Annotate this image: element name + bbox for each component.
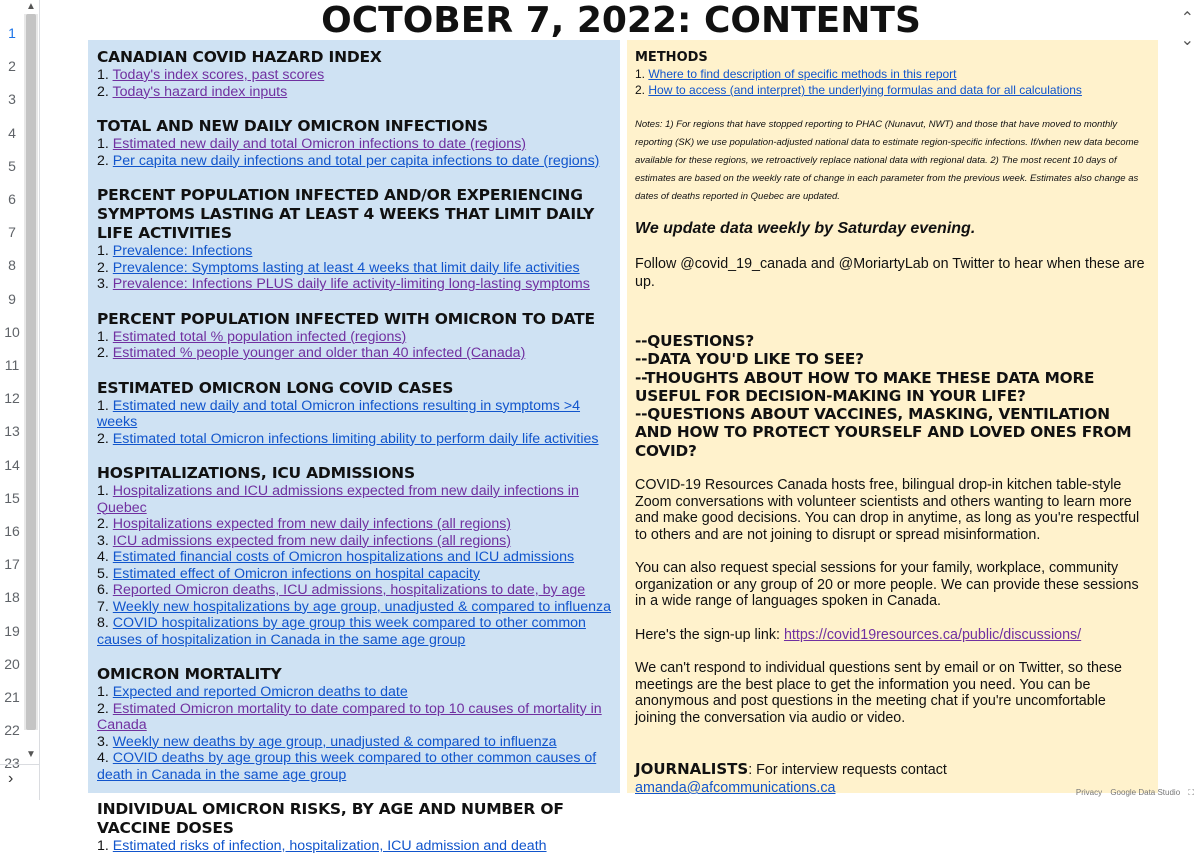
contents-item — [97, 701, 611, 734]
item-number: 2. — [97, 516, 109, 532]
contents-link[interactable]: Hospitalizations and ICU admissions expected from new daily infections in Quebec — [97, 483, 579, 516]
contents-link[interactable]: Weekly new deaths by age group, unadjusted & compared to influenza — [113, 734, 557, 750]
contents-item — [97, 566, 611, 583]
row-number[interactable]: 18 — [0, 589, 24, 605]
contents-item — [97, 329, 611, 346]
right-side-strip — [1162, 0, 1200, 800]
contents-link[interactable]: Prevalence: Infections PLUS daily life activity-limiting long-lasting symptoms — [113, 276, 590, 292]
contents-link[interactable]: Estimated total Omicron infections limiting ability to perform daily life activities — [113, 431, 599, 447]
question-line: --QUESTIONS ABOUT VACCINES, MASKING, VENTILATION AND HOW TO PROTECT YOURSELF AND LOVED ONES FROM COVID? — [635, 405, 1150, 460]
journalists-text: : For interview requests contact — [748, 762, 947, 778]
item-number: 4. — [97, 549, 109, 565]
scroll-down-arrow-icon[interactable]: ▼ — [25, 748, 37, 762]
item-number: 1. — [97, 684, 109, 700]
item-number: 8. — [97, 615, 109, 631]
row-number[interactable]: 19 — [0, 623, 24, 639]
contents-item — [97, 599, 611, 616]
special-sessions-paragraph: You can also request special sessions for your family, workplace, community organization or any group of 20 or more people. We can provide these sessions in a wide range of languages spoken in Canada. — [635, 560, 1150, 610]
gutter-divider — [0, 764, 40, 765]
item-number: 1. — [97, 329, 109, 345]
contents-link[interactable]: COVID hospitalizations by age group this week compared to other common causes of hospitalization in Canada in the same age group — [97, 615, 586, 648]
section-heading: ESTIMATED OMICRON LONG COVID CASES — [97, 379, 611, 398]
item-number: 2. — [635, 83, 645, 97]
contents-item — [97, 750, 611, 783]
contents-item — [97, 615, 611, 648]
contents-link[interactable]: Estimated financial costs of Omicron hospitalizations and ICU admissions — [113, 549, 574, 565]
contents-section — [97, 379, 611, 448]
methods-link-2[interactable]: How to access (and interpret) the underlying formulas and data for all calculations — [648, 83, 1082, 97]
contents-item — [97, 516, 611, 533]
item-number: 3. — [97, 276, 109, 292]
row-number[interactable]: 23 — [0, 755, 24, 771]
questions-block — [635, 332, 1150, 460]
row-number[interactable]: 12 — [0, 390, 24, 406]
page-title: OCTOBER 7, 2022: CONTENTS — [84, 0, 1158, 40]
signup-link[interactable]: https://covid19resources.ca/public/discussions/ — [784, 627, 1081, 643]
methods-item — [635, 82, 1150, 98]
contents-item — [97, 582, 611, 599]
contents-section — [97, 464, 611, 648]
methods-item — [635, 66, 1150, 82]
contents-item — [97, 684, 611, 701]
scroll-up-arrow-icon[interactable]: ▲ — [25, 0, 37, 14]
methods-link-1[interactable]: Where to find description of specific methods in this report — [648, 67, 956, 81]
item-number: 4. — [97, 750, 109, 766]
item-number: 5. — [97, 566, 109, 582]
contents-item — [97, 549, 611, 566]
contents-link[interactable]: Estimated risks of infection, hospitalization, ICU admission and death — [113, 838, 547, 854]
update-schedule: We update data weekly by Saturday evening. — [635, 219, 1150, 239]
item-number: 7. — [97, 599, 109, 615]
privacy-link[interactable]: Privacy — [1076, 788, 1102, 797]
expand-view-icon[interactable]: ⛶ — [1188, 788, 1194, 797]
contents-item — [97, 276, 611, 293]
contents-link[interactable]: Per capita new daily infections and total per capita infections to date (regions) — [113, 153, 600, 169]
item-number: 2. — [97, 431, 109, 447]
signup-label: Here's the sign-up link: — [635, 627, 784, 643]
contents-section — [97, 186, 611, 293]
question-line: --QUESTIONS? — [635, 332, 1150, 350]
section-heading: INDIVIDUAL OMICRON RISKS, BY AGE AND NUMBER OF VACCINE DOSES — [97, 800, 611, 838]
contents-link[interactable]: Hospitalizations expected from new daily infections (all regions) — [113, 516, 511, 532]
row-number[interactable]: 9 — [0, 291, 24, 307]
row-number[interactable]: 2 — [0, 58, 24, 74]
item-number: 1. — [635, 67, 645, 81]
contents-section — [97, 310, 611, 362]
row-number[interactable]: 21 — [0, 689, 24, 705]
signup-line — [635, 627, 1150, 644]
contents-item — [97, 84, 611, 101]
contents-link[interactable]: Estimated new daily and total Omicron infections to date (regions) — [113, 136, 526, 152]
contents-section — [97, 800, 611, 855]
page-down-icon[interactable]: ⌄ — [1181, 30, 1194, 50]
journalists-email-link[interactable]: amanda@afcommunications.ca — [635, 780, 835, 796]
contents-link[interactable]: Prevalence: Symptoms lasting at least 4 weeks that limit daily life activities — [113, 260, 580, 276]
row-number[interactable]: 20 — [0, 656, 24, 672]
contents-item — [97, 838, 611, 855]
contents-link[interactable]: Weekly new hospitalizations by age group, unadjusted & compared to influenza — [113, 599, 611, 615]
contact-paragraph: We can't respond to individual questions sent by email or on Twitter, so these meetings are the best place to get the information you need. You can be anonymous and post questions in the meeting chat if you're uncomfortable joining the conversation via audio or video. — [635, 660, 1150, 726]
row-number[interactable]: 10 — [0, 324, 24, 340]
contents-section — [97, 665, 611, 783]
item-number: 1. — [97, 243, 109, 259]
contents-item — [97, 734, 611, 751]
contents-link[interactable]: Reported Omicron deaths, ICU admissions, hospitalizations to date, by age — [113, 582, 585, 598]
row-number[interactable]: 1 — [0, 25, 24, 41]
section-heading: OMICRON MORTALITY — [97, 665, 611, 684]
item-number: 2. — [97, 345, 109, 361]
item-number: 1. — [97, 67, 109, 83]
contents-link[interactable]: COVID deaths by age group this week compared to other common causes of death in Canada in the same age group — [97, 750, 596, 783]
vertical-scrollbar[interactable] — [24, 14, 38, 730]
contents-link[interactable]: Expected and reported Omicron deaths to date — [113, 684, 408, 700]
contents-item — [97, 153, 611, 170]
resources-paragraph: COVID-19 Resources Canada hosts free, bilingual drop-in kitchen table-style Zoom conversations with volunteer scientists and others wanting to learn more and make good decisions. You can drop in anytime, as long as you're respectful to others and are not joining to disrupt or spread misinformation. — [635, 477, 1150, 543]
row-number[interactable]: 17 — [0, 556, 24, 572]
question-line: --THOUGHTS ABOUT HOW TO MAKE THESE DATA MORE USEFUL FOR DECISION-MAKING IN YOUR LIFE? — [635, 369, 1150, 406]
contents-link[interactable]: Today's hazard index inputs — [113, 84, 288, 100]
section-heading: TOTAL AND NEW DAILY OMICRON INFECTIONS — [97, 117, 611, 136]
chevron-right-icon[interactable]: › — [8, 770, 13, 788]
contents-item — [97, 136, 611, 153]
row-number[interactable]: 8 — [0, 257, 24, 273]
row-number[interactable]: 7 — [0, 224, 24, 240]
contents-item — [97, 243, 611, 260]
row-number[interactable]: 4 — [0, 125, 24, 141]
contents-item — [97, 431, 611, 448]
item-number: 2. — [97, 153, 109, 169]
item-number: 3. — [97, 533, 109, 549]
contents-link[interactable]: Estimated new daily and total Omicron infections resulting in symptoms >4 weeks — [97, 398, 580, 431]
item-number: 1. — [97, 483, 109, 499]
contents-item — [97, 345, 611, 362]
contents-item — [97, 398, 611, 431]
contents-link[interactable]: Estimated % people younger and older than 40 infected (Canada) — [113, 345, 526, 361]
brand-link[interactable]: Google Data Studio — [1110, 788, 1180, 797]
contents-link[interactable]: Prevalence: Infections — [113, 243, 253, 259]
item-number: 1. — [97, 136, 109, 152]
item-number: 3. — [97, 734, 109, 750]
follow-twitter-text: Follow @covid_19_canada and @MoriartyLab on Twitter to hear when these are up. — [635, 255, 1150, 291]
methods-heading: METHODS — [635, 49, 1150, 66]
section-heading: PERCENT POPULATION INFECTED WITH OMICRON TO DATE — [97, 310, 611, 329]
corner-icons — [1162, 0, 1200, 90]
methods-notes: Notes: 1) For regions that have stopped reporting to PHAC (Nunavut, NWT) and those that have moved to monthly reporting (SK) we use population-adjusted national data to estimate region-specific infections. If/when new data become available for these regions, we retroactively replace national data with regional data. 2) The most recent 10 days of estimates are based on the weekly rate of change in each parameter from the previous week. Estimates also change as dates of deaths reported in Quebec are updated. — [635, 116, 1150, 206]
item-number: 6. — [97, 582, 109, 598]
section-heading: PERCENT POPULATION INFECTED AND/OR EXPERIENCING SYMPTOMS LASTING AT LEAST 4 WEEKS THAT LIMIT DAILY LIFE ACTIVITIES — [97, 186, 611, 243]
row-number[interactable]: 5 — [0, 158, 24, 174]
row-number[interactable]: 15 — [0, 490, 24, 506]
contents-link[interactable]: Estimated effect of Omicron infections on hospital capacity — [113, 566, 480, 582]
section-heading: HOSPITALIZATIONS, ICU ADMISSIONS — [97, 464, 611, 483]
row-number[interactable]: 14 — [0, 457, 24, 473]
contents-link[interactable]: Estimated Omicron mortality to date compared to top 10 causes of mortality in Canada — [97, 701, 602, 734]
question-line: --DATA YOU'D LIKE TO SEE? — [635, 350, 1150, 368]
contents-panel — [88, 40, 620, 793]
contents-item — [97, 533, 611, 550]
row-number[interactable]: 6 — [0, 191, 24, 207]
contents-item — [97, 483, 611, 516]
contents-section — [97, 48, 611, 100]
row-number[interactable]: 11 — [0, 357, 24, 373]
item-number: 1. — [97, 838, 109, 854]
contents-link[interactable]: ICU admissions expected from new daily infections (all regions) — [113, 533, 511, 549]
contents-section — [97, 117, 611, 169]
row-number[interactable]: 3 — [0, 91, 24, 107]
info-panel — [627, 40, 1158, 793]
report-page — [84, 0, 1158, 800]
section-heading: CANADIAN COVID HAZARD INDEX — [97, 48, 611, 67]
journalists-label: JOURNALISTS — [635, 760, 748, 778]
contents-item — [97, 67, 611, 84]
row-number[interactable]: 22 — [0, 722, 24, 738]
row-gutter — [0, 0, 40, 800]
footer — [1070, 788, 1194, 798]
contents-link[interactable]: Today's index scores, past scores — [113, 67, 325, 83]
contents-link[interactable]: Estimated total % population infected (regions) — [113, 329, 406, 345]
item-number: 2. — [97, 260, 109, 276]
item-number: 2. — [97, 701, 109, 717]
contents-item — [97, 260, 611, 277]
scrollbar-thumb[interactable] — [26, 14, 36, 730]
row-number[interactable]: 16 — [0, 523, 24, 539]
item-number: 1. — [97, 398, 109, 414]
page-up-icon[interactable]: ⌃ — [1181, 8, 1194, 28]
item-number: 2. — [97, 84, 109, 100]
row-number[interactable]: 13 — [0, 423, 24, 439]
